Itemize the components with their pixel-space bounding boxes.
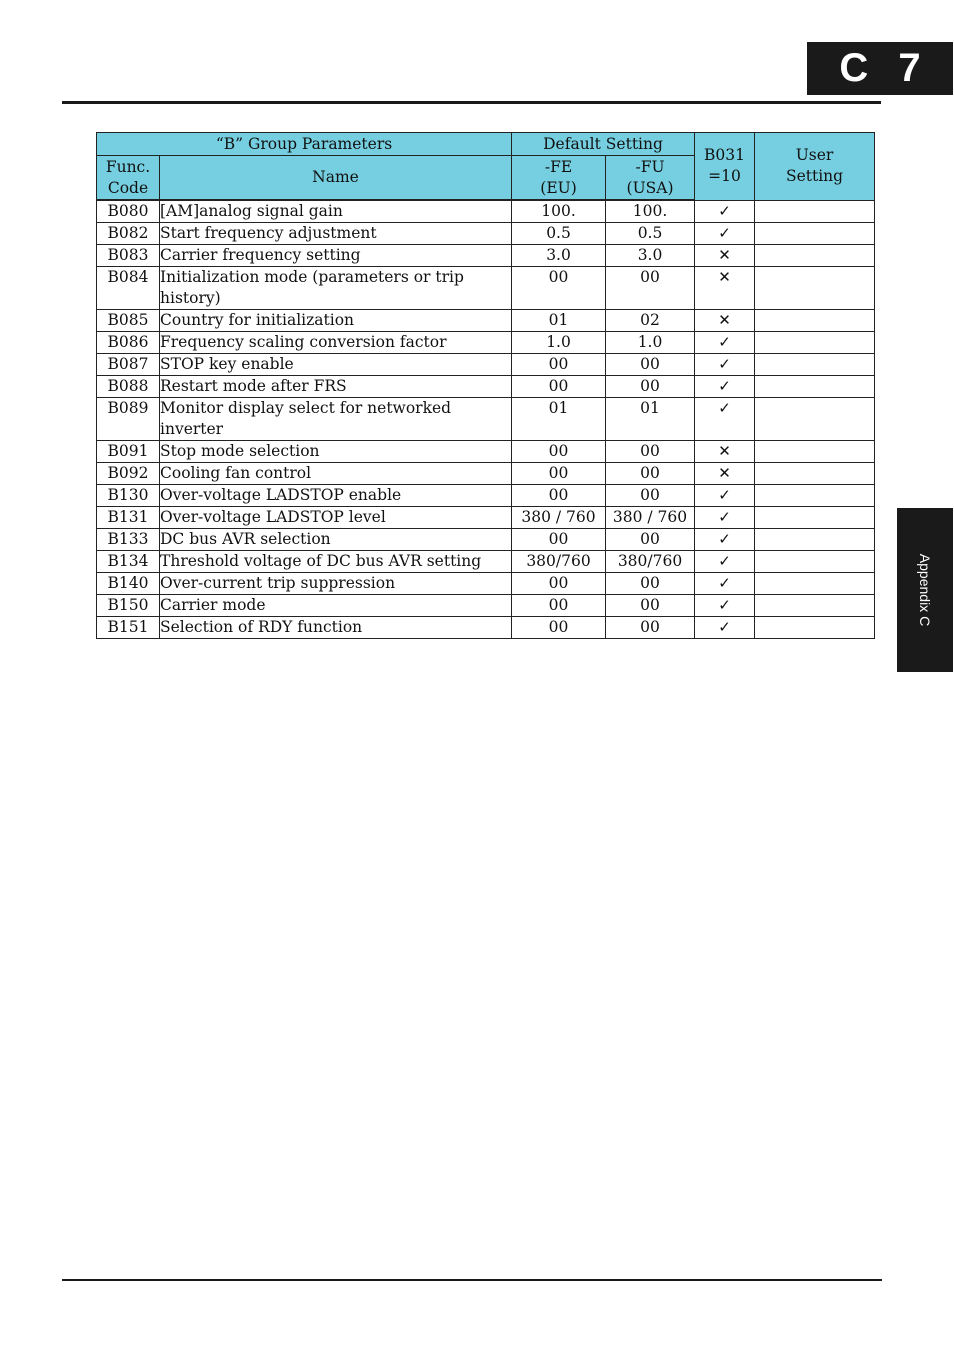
default-fe-cell: 00 bbox=[512, 617, 606, 639]
default-fe-cell: 01 bbox=[512, 398, 606, 441]
parameter-name-cell: Frequency scaling conversion factor bbox=[160, 332, 512, 354]
default-fu-cell: 00 bbox=[606, 376, 695, 398]
default-fu-cell: 00 bbox=[606, 529, 695, 551]
table-row bbox=[97, 332, 875, 354]
b031-mark-cell: ✓ bbox=[695, 398, 755, 441]
func-code-cell: B084 bbox=[97, 267, 160, 310]
func-code-cell: B150 bbox=[97, 595, 160, 617]
header-rule bbox=[62, 101, 881, 104]
func-code-cell: B089 bbox=[97, 398, 160, 441]
default-fe-cell: 00 bbox=[512, 595, 606, 617]
default-fu-cell: 100. bbox=[606, 200, 695, 223]
table-row bbox=[97, 267, 875, 310]
func-code-cell: B086 bbox=[97, 332, 160, 354]
default-fe-cell: 00 bbox=[512, 441, 606, 463]
user-setting-cell bbox=[755, 551, 875, 573]
b031-header-line1: B031 bbox=[704, 146, 746, 165]
user-setting-cell bbox=[755, 573, 875, 595]
page-number: 7 bbox=[898, 46, 921, 90]
default-fe-cell: 00 bbox=[512, 573, 606, 595]
default-fu-cell: 380/760 bbox=[606, 551, 695, 573]
table-row bbox=[97, 617, 875, 639]
table-row bbox=[97, 595, 875, 617]
b031-mark-cell: ✓ bbox=[695, 507, 755, 529]
func-code-cell: B134 bbox=[97, 551, 160, 573]
b031-mark-cell: ✕ bbox=[695, 463, 755, 485]
user-setting-cell bbox=[755, 507, 875, 529]
default-fu-cell: 1.0 bbox=[606, 332, 695, 354]
default-fe-cell: 0.5 bbox=[512, 223, 606, 245]
default-fe-cell: 00 bbox=[512, 354, 606, 376]
table-row bbox=[97, 398, 875, 441]
parameter-name-cell: Carrier frequency setting bbox=[160, 245, 512, 267]
parameter-name-cell: Cooling fan control bbox=[160, 463, 512, 485]
default-fu-cell: 00 bbox=[606, 267, 695, 310]
user-setting-cell bbox=[755, 441, 875, 463]
fu-header-line1: -FU bbox=[635, 157, 665, 176]
table-row bbox=[97, 463, 875, 485]
user-setting-cell bbox=[755, 376, 875, 398]
func-code-cell: B133 bbox=[97, 529, 160, 551]
default-fu-cell: 00 bbox=[606, 463, 695, 485]
table-row bbox=[97, 551, 875, 573]
b031-mark-cell: ✓ bbox=[695, 354, 755, 376]
func-code-cell: B140 bbox=[97, 573, 160, 595]
parameter-name-cell: Threshold voltage of DC bus AVR setting bbox=[160, 551, 512, 573]
parameter-name-cell: Start frequency adjustment bbox=[160, 223, 512, 245]
fe-header-line2: (EU) bbox=[540, 178, 577, 197]
parameter-name-cell: [AM]analog signal gain bbox=[160, 200, 512, 223]
user-setting-cell bbox=[755, 354, 875, 376]
parameter-name-cell: Over-voltage LADSTOP level bbox=[160, 507, 512, 529]
parameter-name-cell: Selection of RDY function bbox=[160, 617, 512, 639]
b031-mark-cell: ✕ bbox=[695, 441, 755, 463]
b031-mark-cell: ✓ bbox=[695, 529, 755, 551]
func-code-cell: B092 bbox=[97, 463, 160, 485]
user-setting-cell bbox=[755, 529, 875, 551]
func-code-header-line1: Func. bbox=[105, 157, 151, 176]
user-setting-cell bbox=[755, 245, 875, 267]
table-row bbox=[97, 573, 875, 595]
default-fe-cell: 00 bbox=[512, 463, 606, 485]
table-row bbox=[97, 376, 875, 398]
table-row bbox=[97, 529, 875, 551]
b031-mark-cell: ✓ bbox=[695, 573, 755, 595]
b-group-parameter-table bbox=[96, 132, 875, 639]
default-fe-cell: 380/760 bbox=[512, 551, 606, 573]
func-code-cell: B087 bbox=[97, 354, 160, 376]
func-code-cell: B130 bbox=[97, 485, 160, 507]
table-row bbox=[97, 200, 875, 223]
fe-header bbox=[512, 156, 606, 201]
default-fu-cell: 01 bbox=[606, 398, 695, 441]
parameter-name-cell: Initialization mode (parameters or trip history) bbox=[160, 267, 512, 310]
user-setting-header bbox=[755, 133, 875, 201]
user-setting-cell bbox=[755, 223, 875, 245]
func-code-header bbox=[97, 156, 160, 201]
func-code-cell: B080 bbox=[97, 200, 160, 223]
page-badge bbox=[807, 42, 953, 95]
default-fu-cell: 00 bbox=[606, 595, 695, 617]
table-row bbox=[97, 310, 875, 332]
user-setting-header-line2: Setting bbox=[785, 167, 844, 186]
b031-header-line2: =10 bbox=[708, 167, 741, 186]
default-fe-cell: 00 bbox=[512, 485, 606, 507]
default-fu-cell: 02 bbox=[606, 310, 695, 332]
table-row bbox=[97, 441, 875, 463]
default-fu-cell: 380 / 760 bbox=[606, 507, 695, 529]
b031-header bbox=[695, 133, 755, 201]
footer-rule bbox=[62, 1279, 882, 1281]
parameter-name-cell: Over-voltage LADSTOP enable bbox=[160, 485, 512, 507]
default-setting-header: Default Setting bbox=[512, 133, 695, 156]
func-code-header-line2: Code bbox=[107, 178, 149, 197]
parameter-name-cell: Monitor display select for networked inverter bbox=[160, 398, 512, 441]
b031-mark-cell: ✓ bbox=[695, 223, 755, 245]
default-fu-cell: 00 bbox=[606, 354, 695, 376]
default-fu-cell: 00 bbox=[606, 441, 695, 463]
b031-mark-cell: ✓ bbox=[695, 332, 755, 354]
table-row bbox=[97, 354, 875, 376]
user-setting-cell bbox=[755, 267, 875, 310]
default-fu-cell: 00 bbox=[606, 617, 695, 639]
section-letter: C bbox=[839, 46, 869, 90]
func-code-cell: B083 bbox=[97, 245, 160, 267]
name-header: Name bbox=[160, 156, 512, 201]
parameter-name-cell: STOP key enable bbox=[160, 354, 512, 376]
fu-header-line2: (USA) bbox=[626, 178, 674, 197]
func-code-cell: B085 bbox=[97, 310, 160, 332]
user-setting-header-line1: User bbox=[795, 146, 834, 165]
b031-mark-cell: ✕ bbox=[695, 267, 755, 310]
default-fe-cell: 3.0 bbox=[512, 245, 606, 267]
fe-header-line1: -FE bbox=[544, 157, 573, 176]
default-fe-cell: 00 bbox=[512, 376, 606, 398]
appendix-side-tab bbox=[897, 508, 953, 672]
user-setting-cell bbox=[755, 485, 875, 507]
b031-mark-cell: ✓ bbox=[695, 485, 755, 507]
default-fu-cell: 3.0 bbox=[606, 245, 695, 267]
b031-mark-cell: ✕ bbox=[695, 310, 755, 332]
default-fe-cell: 100. bbox=[512, 200, 606, 223]
parameter-rows bbox=[97, 200, 875, 639]
b031-mark-cell: ✓ bbox=[695, 200, 755, 223]
appendix-tab-label: Appendix C bbox=[917, 553, 934, 627]
func-code-cell: B131 bbox=[97, 507, 160, 529]
default-fe-cell: 00 bbox=[512, 267, 606, 310]
default-fe-cell: 1.0 bbox=[512, 332, 606, 354]
table-row bbox=[97, 507, 875, 529]
parameter-name-cell: Over-current trip suppression bbox=[160, 573, 512, 595]
user-setting-cell bbox=[755, 617, 875, 639]
parameter-name-cell: DC bus AVR selection bbox=[160, 529, 512, 551]
func-code-cell: B151 bbox=[97, 617, 160, 639]
user-setting-cell bbox=[755, 463, 875, 485]
default-fe-cell: 380 / 760 bbox=[512, 507, 606, 529]
b031-mark-cell: ✕ bbox=[695, 245, 755, 267]
user-setting-cell bbox=[755, 398, 875, 441]
table-row bbox=[97, 223, 875, 245]
user-setting-cell bbox=[755, 200, 875, 223]
default-fu-cell: 0.5 bbox=[606, 223, 695, 245]
parameter-name-cell: Stop mode selection bbox=[160, 441, 512, 463]
user-setting-cell bbox=[755, 332, 875, 354]
func-code-cell: B082 bbox=[97, 223, 160, 245]
func-code-cell: B091 bbox=[97, 441, 160, 463]
parameter-name-cell: Carrier mode bbox=[160, 595, 512, 617]
b031-mark-cell: ✓ bbox=[695, 617, 755, 639]
default-fe-cell: 00 bbox=[512, 529, 606, 551]
group-title-header: “B” Group Parameters bbox=[97, 133, 512, 156]
table-row bbox=[97, 485, 875, 507]
b031-mark-cell: ✓ bbox=[695, 595, 755, 617]
user-setting-cell bbox=[755, 595, 875, 617]
b031-mark-cell: ✓ bbox=[695, 376, 755, 398]
func-code-cell: B088 bbox=[97, 376, 160, 398]
b031-mark-cell: ✓ bbox=[695, 551, 755, 573]
default-fu-cell: 00 bbox=[606, 485, 695, 507]
parameter-name-cell: Restart mode after FRS bbox=[160, 376, 512, 398]
default-fe-cell: 01 bbox=[512, 310, 606, 332]
parameter-name-cell: Country for initialization bbox=[160, 310, 512, 332]
table-row bbox=[97, 245, 875, 267]
default-fu-cell: 00 bbox=[606, 573, 695, 595]
user-setting-cell bbox=[755, 310, 875, 332]
fu-header bbox=[606, 156, 695, 201]
